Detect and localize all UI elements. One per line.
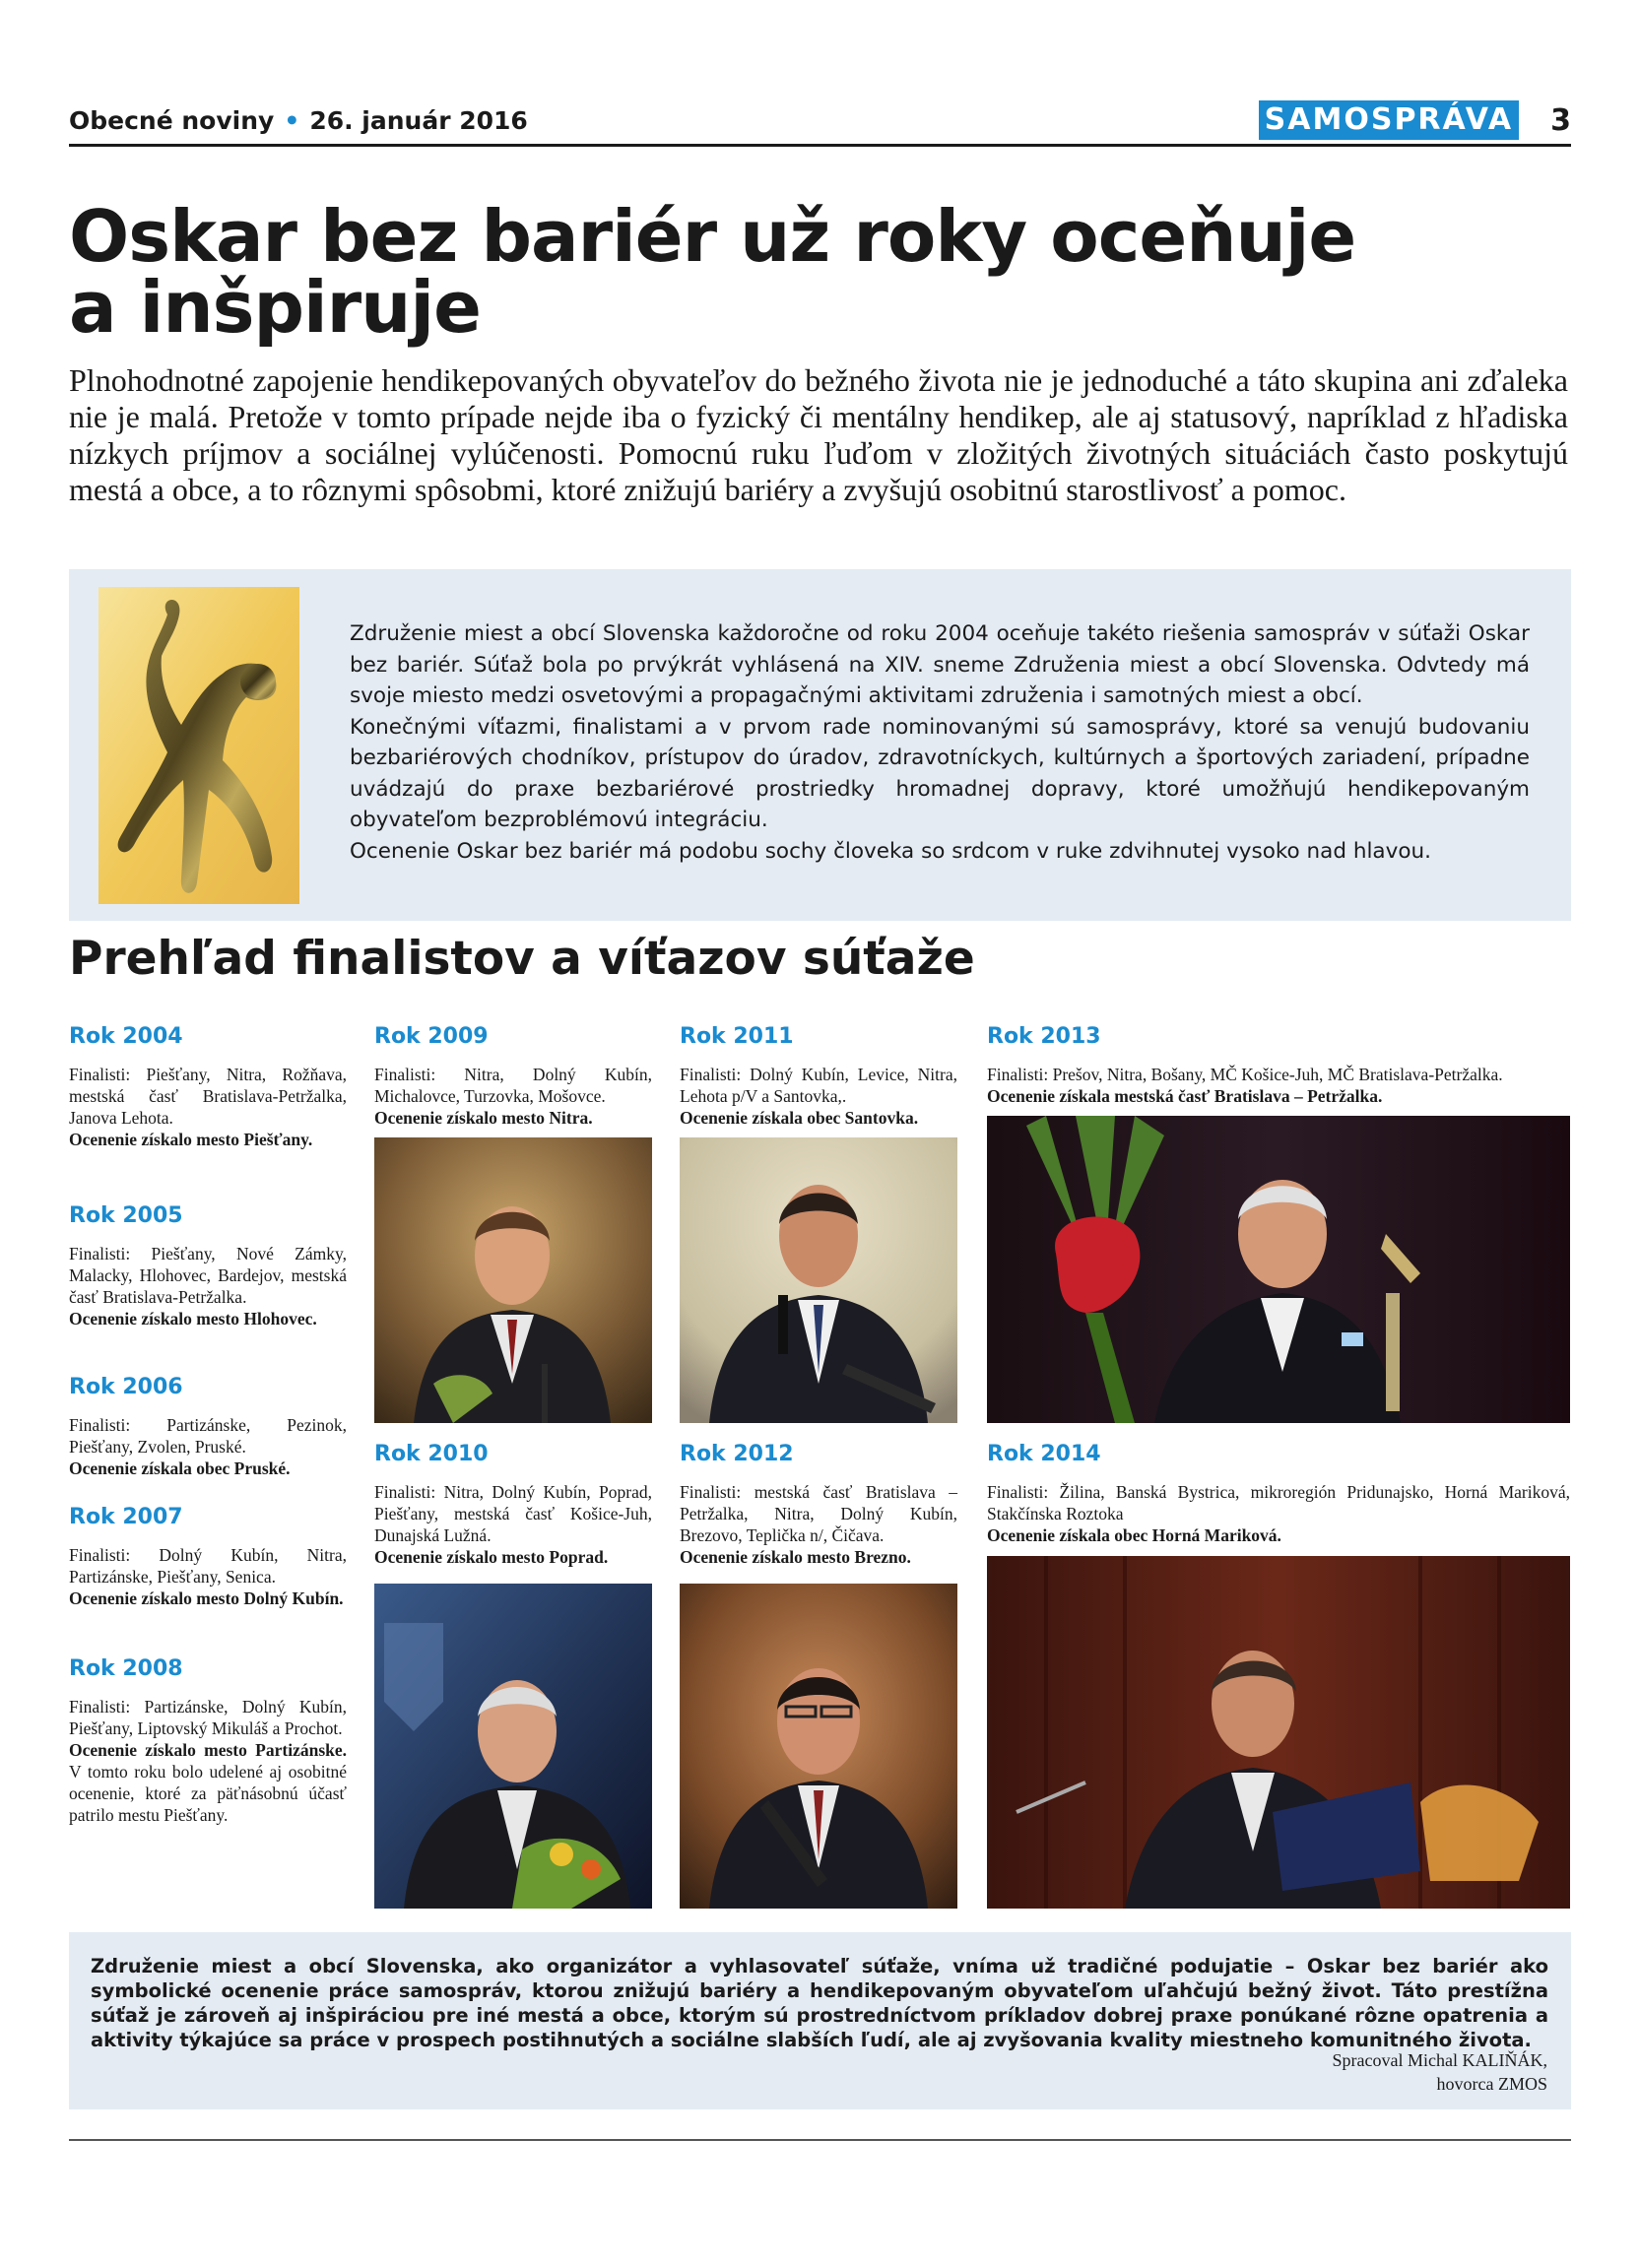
year-block-2012 bbox=[680, 1481, 957, 1568]
winner-text: Ocenenie získalo mesto Nitra. bbox=[374, 1108, 593, 1128]
credit-line-1: Spracoval Michal KALIŇÁK, bbox=[1332, 2050, 1547, 2070]
finalists-text: Finalisti: Partizánske, Pezinok, Piešťany, Zvolen, Pruské. bbox=[69, 1415, 347, 1457]
year-heading-2006: Rok 2006 bbox=[69, 1375, 183, 1399]
info-text bbox=[350, 618, 1530, 867]
photo-2010-winner bbox=[374, 1584, 652, 1909]
masthead bbox=[69, 106, 528, 135]
year-heading-2010: Rok 2010 bbox=[374, 1442, 489, 1466]
author-credit bbox=[1333, 2048, 1547, 2096]
separator-dot: • bbox=[284, 106, 300, 135]
info-box bbox=[69, 569, 1571, 921]
photo-2013-winner bbox=[987, 1116, 1570, 1423]
winner-text: Ocenenie získalo mesto Hlohovec. bbox=[69, 1309, 317, 1328]
photo-2012-winner bbox=[680, 1584, 957, 1909]
year-heading-2012: Rok 2012 bbox=[680, 1442, 794, 1466]
credit-line-2: hovorca ZMOS bbox=[1436, 2074, 1547, 2094]
year-block-2008 bbox=[69, 1696, 347, 1826]
year-heading-2009: Rok 2009 bbox=[374, 1024, 489, 1049]
finalists-text: Finalisti: mestská časť Bratislava – Petržalka, Nitra, Dolný Kubín, Brezovo, Teplička n/, Čičava. bbox=[680, 1482, 957, 1545]
finalists-text: Finalisti: Nitra, Dolný Kubín, Poprad, Piešťany, mestská časť Košice-Juh, Dunajská Lužná. bbox=[374, 1482, 652, 1545]
winner-text: Ocenenie získala obec Santovka. bbox=[680, 1108, 919, 1128]
year-heading-2004: Rok 2004 bbox=[69, 1024, 183, 1049]
year-block-2013 bbox=[987, 1064, 1570, 1107]
article-title bbox=[69, 195, 1448, 349]
finalists-text: Finalisti: Dolný Kubín, Levice, Nitra, Lehota p/V a Santovka,. bbox=[680, 1065, 957, 1106]
finalists-text: Finalisti: Nitra, Dolný Kubín, Michalovce, Turzovka, Mošovce. bbox=[374, 1065, 652, 1106]
article-lead: Plnohodnotné zapojenie hendikepovaných obyvateľov do bežného života nie je jednoduché a táto skupina ani zďaleka nie je malá. Pretože v tomto prípade nejde iba o fyzický či mentálny hendikep, ale aj statusový, napríklad z hľadiska nízkych príjmov a sociálnej vylúčenosti. Pomocnú ruku ľuďom v zložitých životných situáciách často poskytujú mestá a obce, a to rôznymi spôsobmi, ktoré znižujú bariéry a zvyšujú osobitnú starostlivosť a pomoc. bbox=[69, 362, 1568, 507]
year-block-2010 bbox=[374, 1481, 652, 1568]
title-line-2: a inšpiruje bbox=[69, 266, 481, 349]
photo-2009-winner bbox=[374, 1137, 652, 1423]
winner-text: Ocenenie získalo mesto Partizánske. bbox=[69, 1740, 347, 1760]
finalists-text: Finalisti: Partizánske, Dolný Kubín, Piešťany, Liptovský Mikuláš a Prochot. bbox=[69, 1697, 347, 1738]
winner-text: Ocenenie získala mestská časť Bratislava – Petržalka. bbox=[987, 1086, 1383, 1106]
info-paragraph: Konečnými víťazmi, finalistami a v prvom rade nominovanými sú samosprávy, ktoré sa venujú budovaniu bezbariérových chodníkov, prístupov do úradov, zdravotníckych, kultúrnych a športových zariadení, prípadne uvádzajú do praxe bezbariérové prostriedky hromadnej dopravy, ktoré umožňujú hendikepovaným obyvateľom bezproblémovú integráciu. bbox=[350, 714, 1530, 832]
year-heading-2014: Rok 2014 bbox=[987, 1442, 1101, 1466]
year-block-2014 bbox=[987, 1481, 1570, 1546]
year-block-2005 bbox=[69, 1243, 347, 1329]
photo-2011-winner bbox=[680, 1137, 957, 1423]
page-number: 3 bbox=[1550, 102, 1571, 138]
winner-text: Ocenenie získala obec Horná Mariková. bbox=[987, 1525, 1281, 1545]
title-line-1: Oskar bez bariér už roky oceňuje bbox=[69, 195, 1356, 278]
issue-date: 26. január 2016 bbox=[309, 106, 528, 135]
page-header bbox=[69, 102, 1571, 147]
finalists-text: Finalisti: Piešťany, Nové Zámky, Malacky, Hlohovec, Bardejov, mestská časť Bratislava-Petržalka. bbox=[69, 1244, 347, 1307]
overview-heading: Prehľad finalistov a víťazov súťaže bbox=[69, 932, 975, 986]
finalists-text: Finalisti: Dolný Kubín, Nitra, Partizánske, Piešťany, Senica. bbox=[69, 1545, 347, 1587]
bottom-divider bbox=[69, 2139, 1571, 2141]
year-heading-2011: Rok 2011 bbox=[680, 1024, 794, 1049]
section-label: SAMOSPRÁVA bbox=[1259, 100, 1519, 140]
year-heading-2008: Rok 2008 bbox=[69, 1656, 183, 1681]
winner-text: Ocenenie získala obec Pruské. bbox=[69, 1458, 291, 1478]
year-block-2007 bbox=[69, 1544, 347, 1609]
oskar-statue-photo bbox=[98, 587, 299, 904]
closing-box bbox=[69, 1932, 1571, 2109]
year-block-2006 bbox=[69, 1414, 347, 1479]
finalists-text: Finalisti: Piešťany, Nitra, Rožňava, mestská časť Bratislava-Petržalka, Janova Lehota. bbox=[69, 1065, 347, 1128]
closing-text: Združenie miest a obcí Slovenska, ako organizátor a vyhlasovateľ súťaže, vníma už tradičné podujatie – Oskar bez bariér ako symbolické ocenenie práce samospráv, ktorou znižujú bariéry a hendikepovaným obyvateľom uľahčujú bežný život. Táto prestížna súťaž je zároveň aj inšpiráciou pre iné mestá a obce, ktorým sú prostredníctvom príkladov dobrej praxe ponúkané rôzne opatrenia a aktivity týkajúce sa práce v prospech postihnutých a sociálne slabších ľudí, ale aj zvyšovania kvality miestneho komunitného života. bbox=[91, 1955, 1548, 2051]
year-heading-2005: Rok 2005 bbox=[69, 1203, 183, 1228]
year-block-2009 bbox=[374, 1064, 652, 1129]
winner-text: Ocenenie získalo mesto Brezno. bbox=[680, 1547, 911, 1567]
winner-text: Ocenenie získalo mesto Dolný Kubín. bbox=[69, 1588, 344, 1608]
photo-2014-winner bbox=[987, 1556, 1570, 1909]
note-text: V tomto roku bolo udelené aj osobitné ocenenie, ktoré za päťnásobnú účasť patrilo mestu Piešťany. bbox=[69, 1762, 347, 1825]
year-block-2004 bbox=[69, 1064, 347, 1150]
winner-text: Ocenenie získalo mesto Piešťany. bbox=[69, 1130, 313, 1149]
winner-text: Ocenenie získalo mesto Poprad. bbox=[374, 1547, 609, 1567]
paper-name: Obecné noviny bbox=[69, 106, 275, 135]
section-header bbox=[1259, 100, 1571, 140]
year-block-2011 bbox=[680, 1064, 957, 1129]
info-paragraph: Združenie miest a obcí Slovenska každoročne od roku 2004 oceňuje takéto riešenia samospráv v súťaži Oskar bez bariér. Súťaž bola po prvýkrát vyhlásená na XIV. sneme Združenia miest a obcí Slovenska. Odvtedy má svoje miesto medzi osvetovými a propagačnými aktivitami združenia i samotných miest a obcí. bbox=[350, 621, 1530, 708]
finalists-text: Finalisti: Žilina, Banská Bystrica, mikroregión Pridunajsko, Horná Mariková, Stakčínska Roztoka bbox=[987, 1482, 1570, 1523]
year-heading-2007: Rok 2007 bbox=[69, 1505, 183, 1529]
finalists-text: Finalisti: Prešov, Nitra, Bošany, MČ Košice-Juh, MČ Bratislava-Petržalka. bbox=[987, 1065, 1503, 1084]
year-heading-2013: Rok 2013 bbox=[987, 1024, 1101, 1049]
info-paragraph: Ocenenie Oskar bez bariér má podobu sochy človeka so srdcom v ruke zdvihnutej vysoko nad hlavou. bbox=[350, 838, 1431, 864]
